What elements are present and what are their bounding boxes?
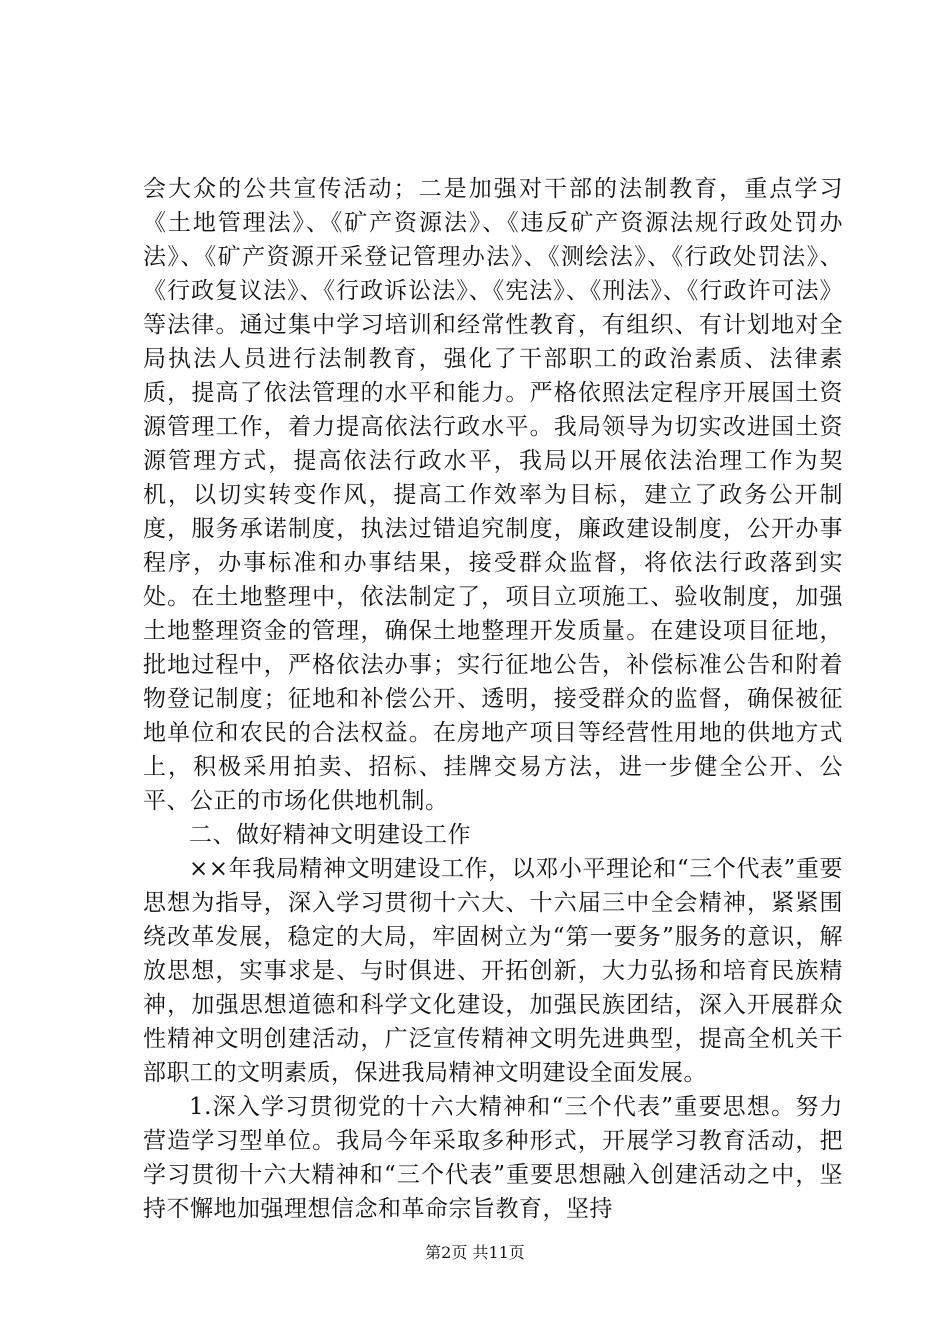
paragraph-study-item-1: 1.深入学习贯彻党的十六大精神和“三个代表”重要思想。努力营造学习型单位。我局今年采取多种形式，开展学习教育活动，把学习贯彻十六大精神和“三个代表”重要思想融入创建活动之中，坚持不懈地加强理想信念和革命宗旨教育，坚持: [143, 1094, 843, 1222]
paragraph-spiritual-civilization: ××年我局精神文明建设工作，以邓小平理论和“三个代表”重要思想为指导，深入学习贯彻十六大、十六届三中全会精神，紧紧围绕改革发展，稳定的大局，牢固树立为“第一要务”服务的意识，解放思想，实事求是、与时俱进、开拓创新，大力弘扬和培育民族精神，加强思想道德和科学文化建设，加强民族团结，深入开展群众性精神文明创建活动，广泛宣传精神文明先进典型，提高全机关干部职工的文明素质，保进我局精神文明建设全面发展。: [143, 856, 843, 1086]
document-body: [143, 172, 843, 1226]
paragraph-law-education: 会大众的公共宣传活动；二是加强对干部的法制教育，重点学习《土地管理法》、《矿产资源法》、《违反矿产资源法规行政处罚办法》、《矿产资源开采登记管理办法》、《测绘法》、《行政处罚法》、《行政复议法》、《行政诉讼法》、《宪法》、《刑法》、《行政许可法》等法律。通过集中学习培训和经常性教育，有组织、有计划地对全局执法人员进行法制教育，强化了干部职工的政治素质、法律素质，提高了依法管理的水平和能力。严格依照法定程序开展国土资源管理工作，着力提高依法行政水平。我局领导为切实改进国土资源管理方式，提高依法行政水平，我局以开展依法治理工作为契机，以切实转变作风，提高工作效率为目标，建立了政务公开制度，服务承诺制度，执法过错追究制度，廉政建设制度，公开办事程序，办事标准和办事结果，接受群众监督，将依法行政落到实处。在土地整理中，依法制定了，项目立项施工、验收制度，加强土地整理资金的管理，确保土地整理开发质量。在建设项目征地，批地过程中，严格依法办事；实行征地公告，补偿标准公告和附着物登记制度；征地和补偿公开、透明，接受群众的监督，确保被征地单位和农民的合法权益。在房地产项目等经营性用地的供地方式上，积极采用拍卖、招标、挂牌交易方法，进一步健全公开、公平、公正的市场化供地机制。: [143, 176, 843, 814]
section-heading-spiritual-civilization: 二、做好精神文明建设工作: [189, 822, 471, 848]
page-number-footer: 第2页 共11页: [425, 1243, 525, 1262]
